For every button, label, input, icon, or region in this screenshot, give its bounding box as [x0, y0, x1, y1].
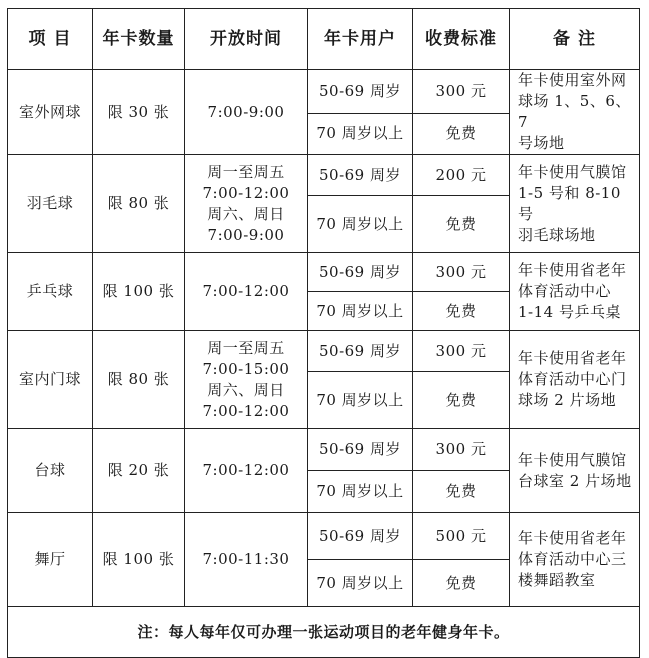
remark-line: 楼舞蹈教室 — [518, 571, 596, 589]
fee: 200 元 — [413, 155, 510, 196]
user-group: 70 周岁以上 — [308, 372, 413, 429]
table-row — [8, 331, 640, 372]
remark-line: 年卡使用省老年 — [518, 529, 627, 547]
user-group: 70 周岁以上 — [308, 471, 413, 513]
remark-line: 年卡使用省老年 — [518, 261, 627, 279]
remark-line: 羽毛球场地 — [518, 225, 596, 244]
fee: 免费 — [413, 196, 510, 253]
user-group: 50-69 周岁 — [308, 70, 413, 114]
opening-hours — [185, 429, 308, 513]
header-fee: 收费标准 — [413, 9, 510, 70]
card-quota: 限 20 张 — [93, 429, 185, 513]
remark-line: 年卡使用室外网 — [518, 71, 627, 89]
card-quota: 限 100 张 — [93, 513, 185, 607]
remark — [510, 155, 640, 253]
user-group: 50-69 周岁 — [308, 513, 413, 560]
table-row — [8, 513, 640, 560]
remark — [510, 70, 640, 155]
user-group: 70 周岁以上 — [308, 113, 413, 154]
hours-line: 7:00-12:00 — [202, 461, 290, 479]
hours-line: 周六、周日 — [207, 204, 285, 223]
remark-line: 年卡使用气膜馆 — [518, 162, 627, 181]
opening-hours — [185, 331, 308, 429]
item-name: 台球 — [8, 429, 93, 513]
remark-line: 台球室 2 片场地 — [518, 471, 632, 490]
item-name: 羽毛球 — [8, 155, 93, 253]
hours-line: 7:00-12:00 — [202, 401, 290, 420]
fee: 免费 — [413, 292, 510, 331]
table-row — [8, 70, 640, 114]
hours-line: 周六、周日 — [207, 380, 285, 399]
remark-line: 1-5 号和 8-10 号 — [518, 183, 621, 223]
remark — [510, 331, 640, 429]
item-name: 乒乓球 — [8, 253, 93, 331]
remark — [510, 513, 640, 607]
hours-line: 7:00-12:00 — [202, 183, 290, 202]
user-group: 70 周岁以上 — [308, 196, 413, 253]
annual-card-table — [7, 8, 640, 658]
card-quota: 限 80 张 — [93, 331, 185, 429]
card-quota: 限 30 张 — [93, 70, 185, 155]
opening-hours — [185, 155, 308, 253]
header-users: 年卡用户 — [308, 9, 413, 70]
hours-line: 7:00-9:00 — [207, 225, 285, 244]
hours-line: 7:00-9:00 — [207, 102, 285, 121]
remark-line: 球场 2 片场地 — [518, 391, 617, 409]
table-row — [8, 429, 640, 471]
item-name: 舞厅 — [8, 513, 93, 607]
header-quota: 年卡数量 — [93, 9, 185, 70]
table-row — [8, 253, 640, 292]
hours-line: 周一至周五 — [207, 338, 285, 357]
fee: 免费 — [413, 372, 510, 429]
user-group: 50-69 周岁 — [308, 253, 413, 292]
remark — [510, 429, 640, 513]
header-hours: 开放时间 — [185, 9, 308, 70]
hours-line: 7:00-11:30 — [202, 550, 290, 568]
hours-line: 周一至周五 — [207, 162, 285, 181]
hours-line: 7:00-15:00 — [202, 359, 290, 378]
remark-line: 体育活动中心三 — [518, 550, 627, 568]
fee: 300 元 — [413, 429, 510, 471]
hours-line: 7:00-12:00 — [202, 282, 290, 300]
user-group: 70 周岁以上 — [308, 292, 413, 331]
remark-line: 体育活动中心门 — [518, 370, 627, 388]
fee: 500 元 — [413, 513, 510, 560]
remark-line: 球场 1、5、6、7 — [518, 92, 631, 131]
fee: 免费 — [413, 113, 510, 154]
item-name: 室内门球 — [8, 331, 93, 429]
user-group: 70 周岁以上 — [308, 560, 413, 607]
opening-hours — [185, 70, 308, 155]
fee: 300 元 — [413, 70, 510, 114]
item-name: 室外网球 — [8, 70, 93, 155]
header-row — [8, 9, 640, 70]
remark-line: 1-14 号乒乓桌 — [518, 303, 621, 321]
user-group: 50-69 周岁 — [308, 331, 413, 372]
fee: 免费 — [413, 560, 510, 607]
fee: 免费 — [413, 471, 510, 513]
card-quota: 限 80 张 — [93, 155, 185, 253]
remark — [510, 253, 640, 331]
remark-line: 号场地 — [518, 134, 565, 152]
card-quota: 限 100 张 — [93, 253, 185, 331]
table-row — [8, 155, 640, 196]
user-group: 50-69 周岁 — [308, 429, 413, 471]
remark-line: 年卡使用气膜馆 — [518, 450, 627, 469]
fee: 300 元 — [413, 331, 510, 372]
opening-hours — [185, 253, 308, 331]
remark-line: 体育活动中心 — [518, 282, 612, 300]
opening-hours — [185, 513, 308, 607]
footer-row — [8, 607, 640, 658]
footer-note: 注：每人每年仅可办理一张运动项目的老年健身年卡。 — [8, 607, 640, 658]
fee: 300 元 — [413, 253, 510, 292]
header-note: 备 注 — [510, 9, 640, 70]
user-group: 50-69 周岁 — [308, 155, 413, 196]
header-item: 项 目 — [8, 9, 93, 70]
remark-line: 年卡使用省老年 — [518, 349, 627, 367]
